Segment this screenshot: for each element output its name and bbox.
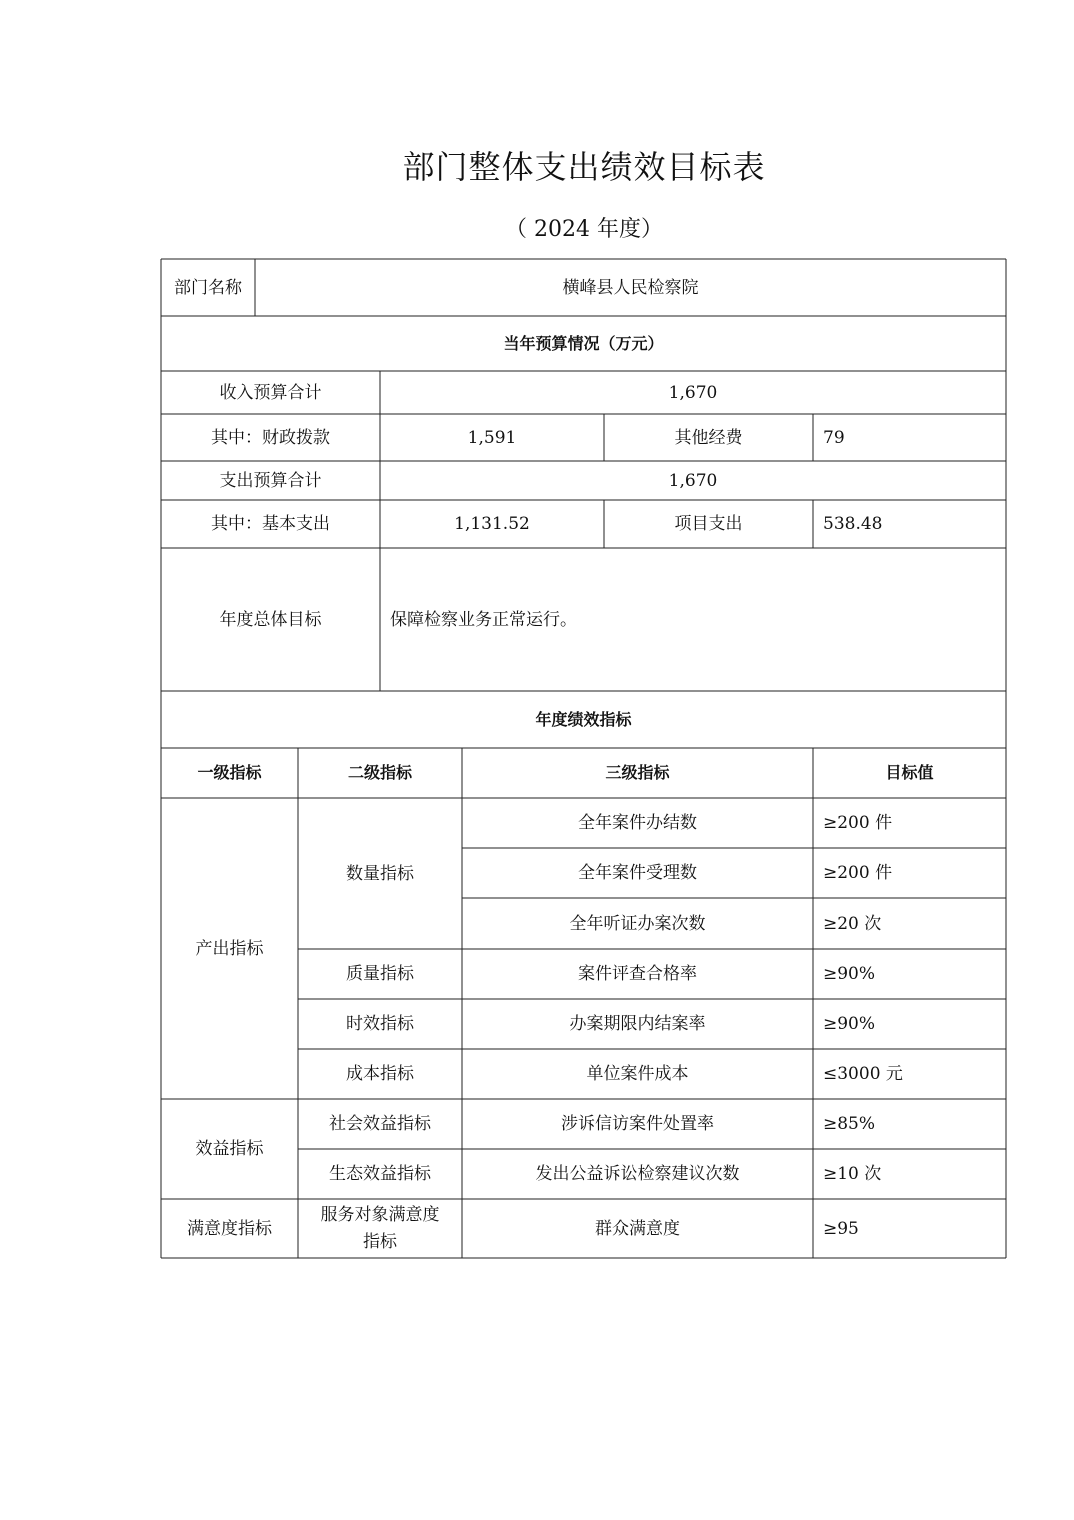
level3-cell: 全年案件受理数 [578,863,697,883]
basic-value: 1,131.52 [454,514,530,534]
target-cell: ≥90% [823,1014,876,1034]
other-value: 79 [823,427,845,448]
level2-cost: 成本指标 [346,1064,414,1084]
income-label: 收入预算合计 [219,382,322,403]
project-value: 538.48 [823,514,883,534]
level2-quantity: 数量指标 [346,863,414,884]
col-header-level2: 二级指标 [347,763,412,782]
target-cell: ≤3000 元 [823,1064,903,1084]
level1-output: 产出指标 [195,938,264,959]
level2-social-benefit: 社会效益指标 [329,1114,431,1134]
level2-service-satisfaction: 服务对象满意度指标 [320,1204,440,1252]
level2-quality: 质量指标 [346,964,414,984]
col-header-level1: 一级指标 [197,763,262,782]
level3-cell: 涉诉信访案件处置率 [561,1114,714,1134]
level3-cell: 群众满意度 [595,1218,680,1239]
level2-eco-benefit: 生态效益指标 [329,1164,431,1184]
basic-label: 其中：基本支出 [211,514,330,534]
expense-label: 支出预算合计 [219,470,322,491]
target-cell: ≥90% [823,964,876,984]
level3-cell: 全年案件办结数 [578,813,697,833]
level1-benefit: 效益指标 [195,1139,264,1159]
page-title: 部门整体支出绩效目标表 [402,148,766,186]
level3-cell: 单位案件成本 [586,1064,689,1084]
level3-cell: 全年听证办案次数 [569,913,706,934]
page-subtitle: （ 2024 年度） [505,217,663,242]
level3-cell: 发出公益诉讼检察建议次数 [535,1164,740,1184]
goal-label: 年度总体目标 [219,609,322,630]
level1-satisfaction: 满意度指标 [187,1218,272,1239]
perf-heading: 年度绩效指标 [535,709,632,729]
fiscal-value: 1,591 [467,427,517,448]
target-cell: ≥85% [823,1114,876,1134]
income-value: 1,670 [668,382,718,403]
level3-cell: 案件评查合格率 [578,964,697,984]
target-cell: ≥10 次 [823,1164,882,1184]
level2-timeliness: 时效指标 [346,1014,414,1034]
dept-label: 部门名称 [174,277,242,298]
target-cell: ≥20 次 [823,913,882,934]
budget-heading: 当年预算情况（万元） [503,333,664,353]
level3-cell: 办案期限内结案率 [569,1014,706,1034]
other-label: 其他经费 [674,427,743,448]
col-header-level3: 三级指标 [605,763,670,782]
expense-value: 1,670 [668,470,718,491]
fiscal-label: 其中：财政拨款 [211,427,330,448]
target-cell: ≥200 件 [823,813,893,833]
dept-value: 横峰县人民检察院 [562,277,699,298]
col-header-target: 目标值 [885,763,934,782]
target-cell: ≥200 件 [823,863,893,883]
project-label: 项目支出 [674,514,743,534]
goal-value: 保障检察业务正常运行。 [390,609,577,630]
target-cell: ≥95 [823,1218,859,1239]
